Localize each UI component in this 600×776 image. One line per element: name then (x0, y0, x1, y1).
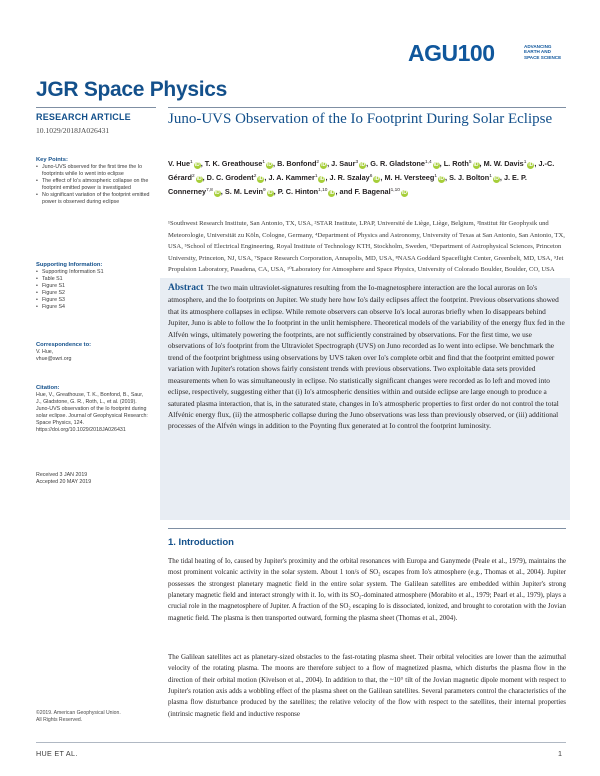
author[interactable] (340, 187, 408, 196)
author[interactable] (370, 159, 439, 168)
author-separator: , (264, 173, 269, 182)
author-separator: , (534, 159, 539, 168)
author[interactable] (484, 159, 535, 168)
author-name: M. W. Davis (483, 159, 524, 168)
orcid-icon[interactable]: iD (433, 162, 439, 168)
author-affiliation-number: 1 (190, 160, 193, 165)
list-item: • Juno-UVS observed for the first time the Io footprints while Io went into eclipse (36, 164, 150, 178)
orcid-icon[interactable]: iD (360, 162, 366, 168)
author-separator: , (439, 159, 444, 168)
author-affiliation-number: 2 (253, 174, 257, 179)
orcid-icon[interactable]: iD (329, 190, 335, 196)
citation-heading: Citation: (36, 385, 60, 391)
author-list (168, 156, 570, 198)
page-number: 1 (558, 749, 562, 758)
orcid-icon[interactable]: iD (194, 162, 200, 168)
author-affiliation-number: 2 (316, 160, 320, 165)
key-points-section (36, 157, 150, 207)
author-separator: , (273, 187, 278, 196)
author-affiliation-number: 3 (355, 160, 359, 165)
author-name: J.-C. Gérard (168, 159, 555, 182)
paper-title: Juno-UVS Observation of the Io Footprint During Solar Eclipse (168, 111, 553, 127)
author-separator: , (479, 159, 484, 168)
orcid-icon[interactable]: iD (374, 176, 380, 182)
agu100-logo (408, 40, 566, 66)
section-divider (168, 528, 566, 529)
author[interactable] (225, 187, 274, 196)
logo-tagline-line: ADVANCING (524, 44, 552, 49)
author[interactable] (168, 159, 201, 168)
journal-name: JGR Space Physics (36, 78, 228, 101)
author-affiliation-number: 2 (191, 174, 195, 179)
copyright-line: ©2019. American Geophysical Union. (36, 710, 121, 716)
author[interactable] (330, 173, 381, 182)
list-item: • No significant variation of the footprint emitted power is observed during eclipse (36, 192, 150, 206)
orcid-icon[interactable]: iD (267, 162, 273, 168)
logo-tagline-line: SPACE SCIENCE (524, 54, 562, 60)
article-type: RESEARCH ARTICLE (36, 112, 131, 122)
orcid-icon[interactable]: iD (196, 176, 202, 182)
author-separator: , (202, 173, 207, 182)
orcid-icon[interactable]: iD (473, 162, 479, 168)
author-separator: , (335, 187, 340, 196)
abstract-heading: Abstract (168, 283, 204, 293)
author[interactable] (207, 173, 265, 182)
footer-divider (36, 742, 566, 743)
section-heading: 1. Introduction (168, 537, 234, 548)
author-name: V. Hue (168, 159, 191, 168)
author[interactable] (277, 159, 327, 168)
supporting-info-section (36, 262, 150, 312)
header-divider (168, 107, 566, 108)
author-name: B. Bonfond (277, 159, 317, 168)
author-affiliation-number: 9 (262, 188, 266, 193)
list-item[interactable]: • Supporting Information S1 (36, 269, 150, 276)
author-name: T. K. Greathouse (204, 159, 263, 168)
author-affiliation-number: 1 (314, 174, 318, 179)
supporting-info-list (36, 269, 150, 312)
author-name: P. C. Hinton (277, 187, 319, 196)
key-points-list (36, 164, 150, 207)
abstract (168, 282, 566, 432)
intro-paragraph-2: The Galilean satellites act as planetary-sized obstacles to the fast-rotating plasma sheet. Their orbital velocities are lower than the azimuthal velocity of the rotating plasma. The moons are therefore subject to a flow of magnetized plasma, which disturbs the plasma flow in the direction of their orbital motion (Kivelson et al., 2004). In addition to that, the ~10° tilt of the Jovian magnetic dipole moment with respect to Jupiter's rotation axis adds a wobbling effect of the plasma sheet on the Galilean satellites. Several parameters control the characteristics of the plasma flow disturbance produced by the satellites; the relative velocity of the flow with respect to the satellites, their internal properties (intrinsic magnetic field and inductive response (168, 653, 566, 718)
author-affiliation-number: 7,8 (206, 188, 213, 193)
orcid-icon[interactable]: iD (439, 176, 444, 182)
doi[interactable]: 10.1029/2018JA026431 (36, 126, 110, 135)
copyright-line: All Rights Reserved. (36, 716, 83, 723)
citation-text: Hue, V., Greathouse, T. K., Bonfond, B., Saur, J., Gladstone, G. R., Roth, L., et al. (2019). Juno-UVS observation of the Io footprint during solar eclipse. Journal of Geophysical Research: Space Physics, 124. https://doi.org/10.1029/2018JA026431 (36, 392, 148, 434)
author-separator: , (499, 173, 504, 182)
author[interactable] (205, 159, 273, 168)
orcid-icon[interactable]: iD (214, 190, 220, 196)
author-affiliation-number: 1 (489, 174, 492, 179)
header-divider (36, 107, 156, 108)
author[interactable] (268, 173, 325, 182)
author-name: J. E. P. Connerney (168, 173, 527, 196)
author-separator: , (327, 159, 332, 168)
copyright (36, 710, 121, 724)
orcid-icon[interactable]: iD (321, 162, 327, 168)
list-item[interactable]: • Figure S2 (36, 290, 150, 297)
affiliations: ¹Southwest Research Institute, San Antonio, TX, USA, ²STAR Institute, LPAP, Université de Liège, Liège, Belgium, ³Institut für Geophysik und Meteorologie, Universität zu Köln, Cologne, Germany, ⁴Department of Physics and Astronomy, University of Texas at San Antonio, San Antonio, TX, USA, ⁵School of Electrical Engineering, Royal Institute of Technology KTH, Stockholm, Sweden, ⁶Department of Astrophysical Sciences, Princeton University, Princeton, NJ, USA, ⁷Space Research Corporation, Annapolis, MD, USA, ⁸NASA Goddard Spaceflight Center, Greenbelt, MD, USA, ⁹Jet Propulsion Laboratory, Pasadena, CA, USA, ¹⁰Laboratory for Atmosphere and Space Physics, University of Colorado Boulder, Boulder, CO, USA (168, 220, 565, 274)
list-item[interactable]: • Figure S3 (36, 297, 150, 304)
author-separator: , (380, 173, 385, 182)
logo-tagline (524, 44, 561, 60)
author-separator: , (366, 159, 371, 168)
received-date: Received 3 JAN 2019 (36, 472, 88, 478)
logo-text: AGU100 (408, 40, 495, 66)
abstract-text: The two main ultraviolet-signatures resulting from the Io-magnetosphere interaction are the local auroras on Io's atmosphere, and the Io footprints on Jupiter. We study here how Io's daily eclipses affect the footprint. Previous observations showed that its atmosphere collapses in eclipse. While remote observers can observe Io's local auroras briefly when Io disappears behind Jupiter, Juno is able to follow the Io footprint in the unlit hemisphere. Theoretical models of the variability of the energy flux fed in the Alfvén wings, ultimately powering the footprints, are not sufficiently constrained by observations. For the first time, we use observations of Io's footprint from the Ultraviolet Spectrograph (UVS) on Juno recorded as Io went into eclipse. We benchmark the trend of the footprint brightness using observations by UVS taken over Io's complete orbit and find that the footprint emitted power variation with Jupiter's rotation shows fairly consistent trends with previous observations. Two exploitable data sets provided measurements when Io was simultaneously in eclipse. No statistically significant changes were recorded as Io left and moved into eclipse, respectively, suggesting either that (i) Io's atmospheric densities within and outside eclipse are large enough to produce a saturated plasma interaction, that is, in the saturated state, changes in Io's atmospheric properties to first order do not control the total Alfvénic energy flux, (ii) the atmospheric collapse during the Juno observations was less than previously observed, or (iii) additional processes of the Alfvén wings in addition to the Poynting flux generated at Io control the footprint luminosity. (168, 283, 565, 431)
dates-section (36, 472, 150, 486)
author[interactable] (444, 159, 480, 168)
author-name: J. A. Kammer (268, 173, 315, 182)
list-item[interactable]: • Table S1 (36, 276, 150, 283)
author-affiliation-number: 5 (468, 160, 472, 165)
author-name: M. H. Versteeg (384, 173, 435, 182)
author-name: S. J. Bolton (449, 173, 490, 182)
author-name: J. R. Szalay (329, 173, 370, 182)
orcid-icon[interactable]: iD (319, 176, 325, 182)
author-affiliation-number: 1 (434, 174, 437, 179)
key-points-heading: Key Points: (36, 157, 68, 163)
logo-tagline-line: EARTH AND (524, 49, 551, 55)
author-name: and F. Bagenal (339, 187, 391, 196)
accepted-date: Accepted 20 MAY 2019 (36, 479, 92, 486)
author-name: S. M. Levin (224, 187, 263, 196)
author[interactable] (278, 187, 336, 196)
author-affiliation-number: 1 (523, 160, 527, 165)
author-name: D. C. Grodent (206, 173, 254, 182)
correspondence-section (36, 342, 150, 363)
author-separator: , (200, 159, 205, 168)
author[interactable] (331, 159, 366, 168)
correspondence-email[interactable]: vhue@swri.org (36, 356, 72, 363)
orcid-icon[interactable]: iD (528, 162, 534, 168)
author-name: G. R. Gladstone (370, 159, 425, 168)
orcid-icon[interactable]: iD (258, 176, 264, 182)
author-separator: , (325, 173, 330, 182)
orcid-icon[interactable]: iD (401, 190, 407, 196)
author[interactable] (384, 173, 445, 182)
author-separator: , (273, 159, 278, 168)
running-author: HUE ET AL. (36, 749, 78, 758)
list-item[interactable]: • Figure S4 (36, 304, 150, 311)
author-affiliation-number: 1,10 (318, 188, 328, 193)
author-name: J. Saur (331, 159, 356, 168)
author-separator: , (220, 187, 225, 196)
list-item[interactable]: • Figure S1 (36, 283, 150, 290)
author-name: L. Roth (443, 159, 469, 168)
intro-paragraph-1: The tidal heating of Io, caused by Jupiter's proximity and the orbital resonances with Europa and Ganymede (Peale et al., 1979), maintains the most prominent volcanic activity in the solar system. About 1 ton/s of SO₂ escapes from Io's atmosphere (e.g., Thomas et al., 2004). Jupiter possesses the strongest planetary magnetic field in the entire solar system. The Galilean satellites are embedded within Jupiter's strong planetary magnetic field and interact strongly with it. Io, with its SO₂-dominated atmosphere (Morabito et al., 1979; Pearl et al., 1979), plays a crucial role in the magnetosphere of Jupiter. A fraction of the SO₂ escaping Io is dissociated, ionized, and brought to corotation with the Jovian magnetic field. The plasma is then transported outward, forming the plasma sheet (Thomas et al., 2004). (168, 557, 566, 622)
list-item: • The effect of Io's atmospheric collapse on the footprint emitted power is investigated (36, 178, 150, 192)
orcid-icon[interactable]: iD (267, 190, 273, 196)
correspondence-heading: Correspondence to: (36, 342, 92, 348)
author-affiliation-number: 1,4 (424, 160, 432, 165)
supporting-info-heading: Supporting Information: (36, 262, 103, 268)
citation-section (36, 385, 150, 435)
author[interactable] (449, 173, 500, 182)
author-affiliation-number: 6 (369, 174, 373, 179)
correspondence-name: V. Hue, (36, 349, 54, 355)
author-separator: , (445, 173, 450, 182)
author-affiliation-number: 1,10 (390, 188, 400, 193)
author-affiliation-number: 1 (262, 160, 266, 165)
orcid-icon[interactable]: iD (493, 176, 499, 182)
